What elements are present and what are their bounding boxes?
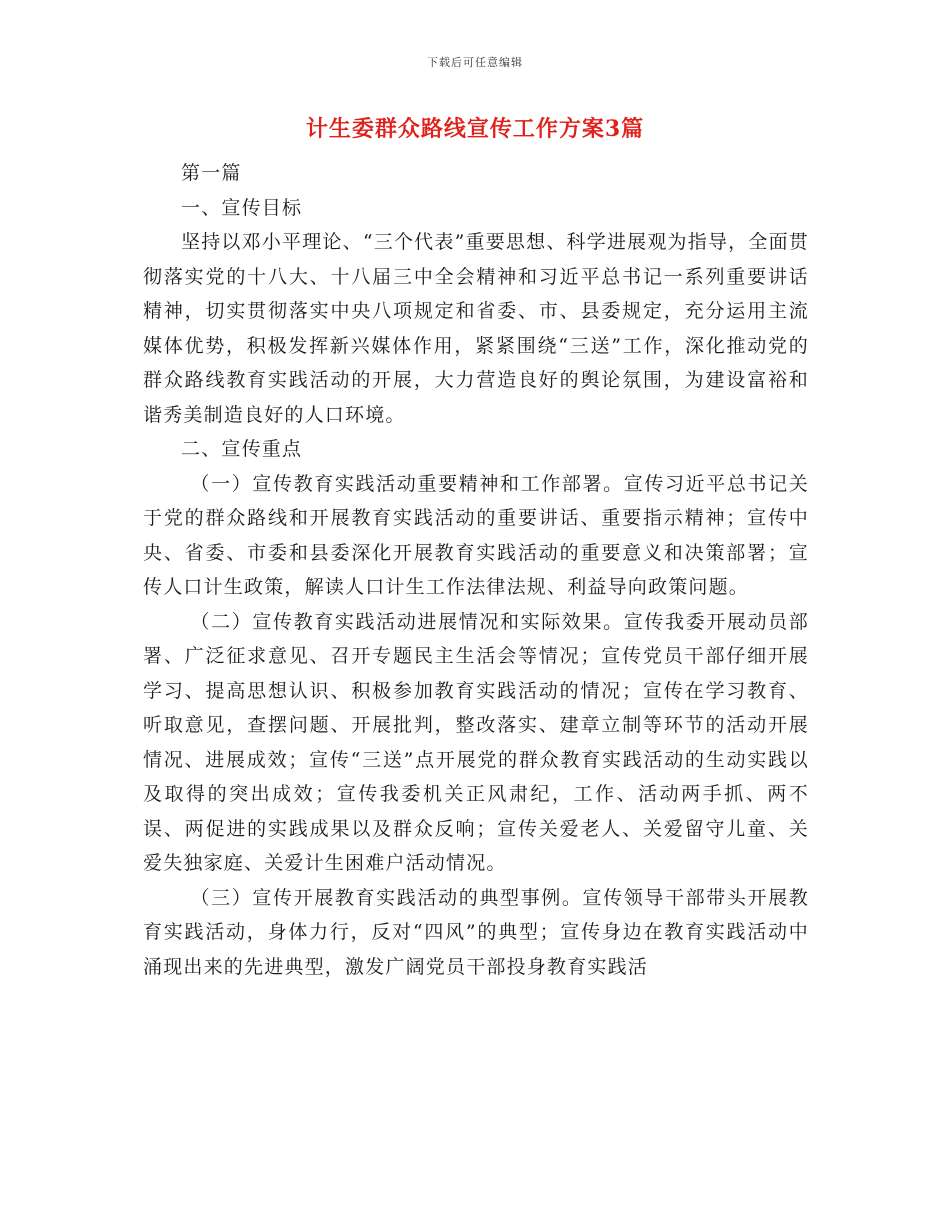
- header-note: 下载后可任意编辑: [427, 56, 523, 69]
- body-paragraph: （二）宣传教育实践活动进展情况和实际效果。宣传我委开展动员部署、广泛征求意见、召开专题民主生活会等情况；宣传党员干部仔细开展学习、提高思想认识、积极参加教育实践活动的情况；宣传在学习教育、听取意见，查摆问题、开展批判，整改落实、建章立制等环节的活动开展情况、进展成效；宣传“三送”点开展党的群众教育实践活动的生动实践以及取得的突出成效；宣传我委机关正风肃纪，工作、活动两手抓、两不误、两促进的实践成果以及群众反响；宣传关爱老人、关爱留守儿童、关爱失独家庭、关爱计生困难户活动情况。: [143, 610, 809, 874]
- subsection-heading: 一、宣传目标: [181, 196, 303, 219]
- section-heading: 第一篇: [181, 162, 242, 184]
- subsection-heading: 二、宣传重点: [181, 438, 303, 460]
- body-paragraph: 坚持以邓小平理论、“三个代表”重要思想、科学进展观为指导，全面贯彻落实党的十八大、十八届三中全会精神和习近平总书记一系列重要讲话精神，切实贯彻落实中央八项规定和省委、市、县委规定，充分运用主流媒体优势，积极发挥新兴媒体作用，紧紧围绕“三送”工作，深化推动党的群众路线教育实践活动的开展，大力营造良好的舆论氛围，为建设富裕和谐秀美制造良好的人口环境。: [143, 231, 809, 426]
- body-paragraph: （三）宣传开展教育实践活动的典型事例。宣传领导干部带头开展教育实践活动，身体力行，反对“四风”的典型；宣传身边在教育实践活动中涌现出来的先进典型，激发广阔党员干部投身教育实践活: [143, 886, 809, 978]
- document-title: 计生委群众路线宣传工作方案3篇: [305, 116, 645, 142]
- document-body: [143, 156, 809, 984]
- body-paragraph: （一）宣传教育实践活动重要精神和工作部署。宣传习近平总书记关于党的群众路线和开展教育实践活动的重要讲话、重要指示精神；宣传中央、省委、市委和县委深化开展教育实践活动的重要意义和决策部署；宣传人口计生政策，解读人口计生工作法律法规、利益导向政策问题。: [143, 472, 809, 598]
